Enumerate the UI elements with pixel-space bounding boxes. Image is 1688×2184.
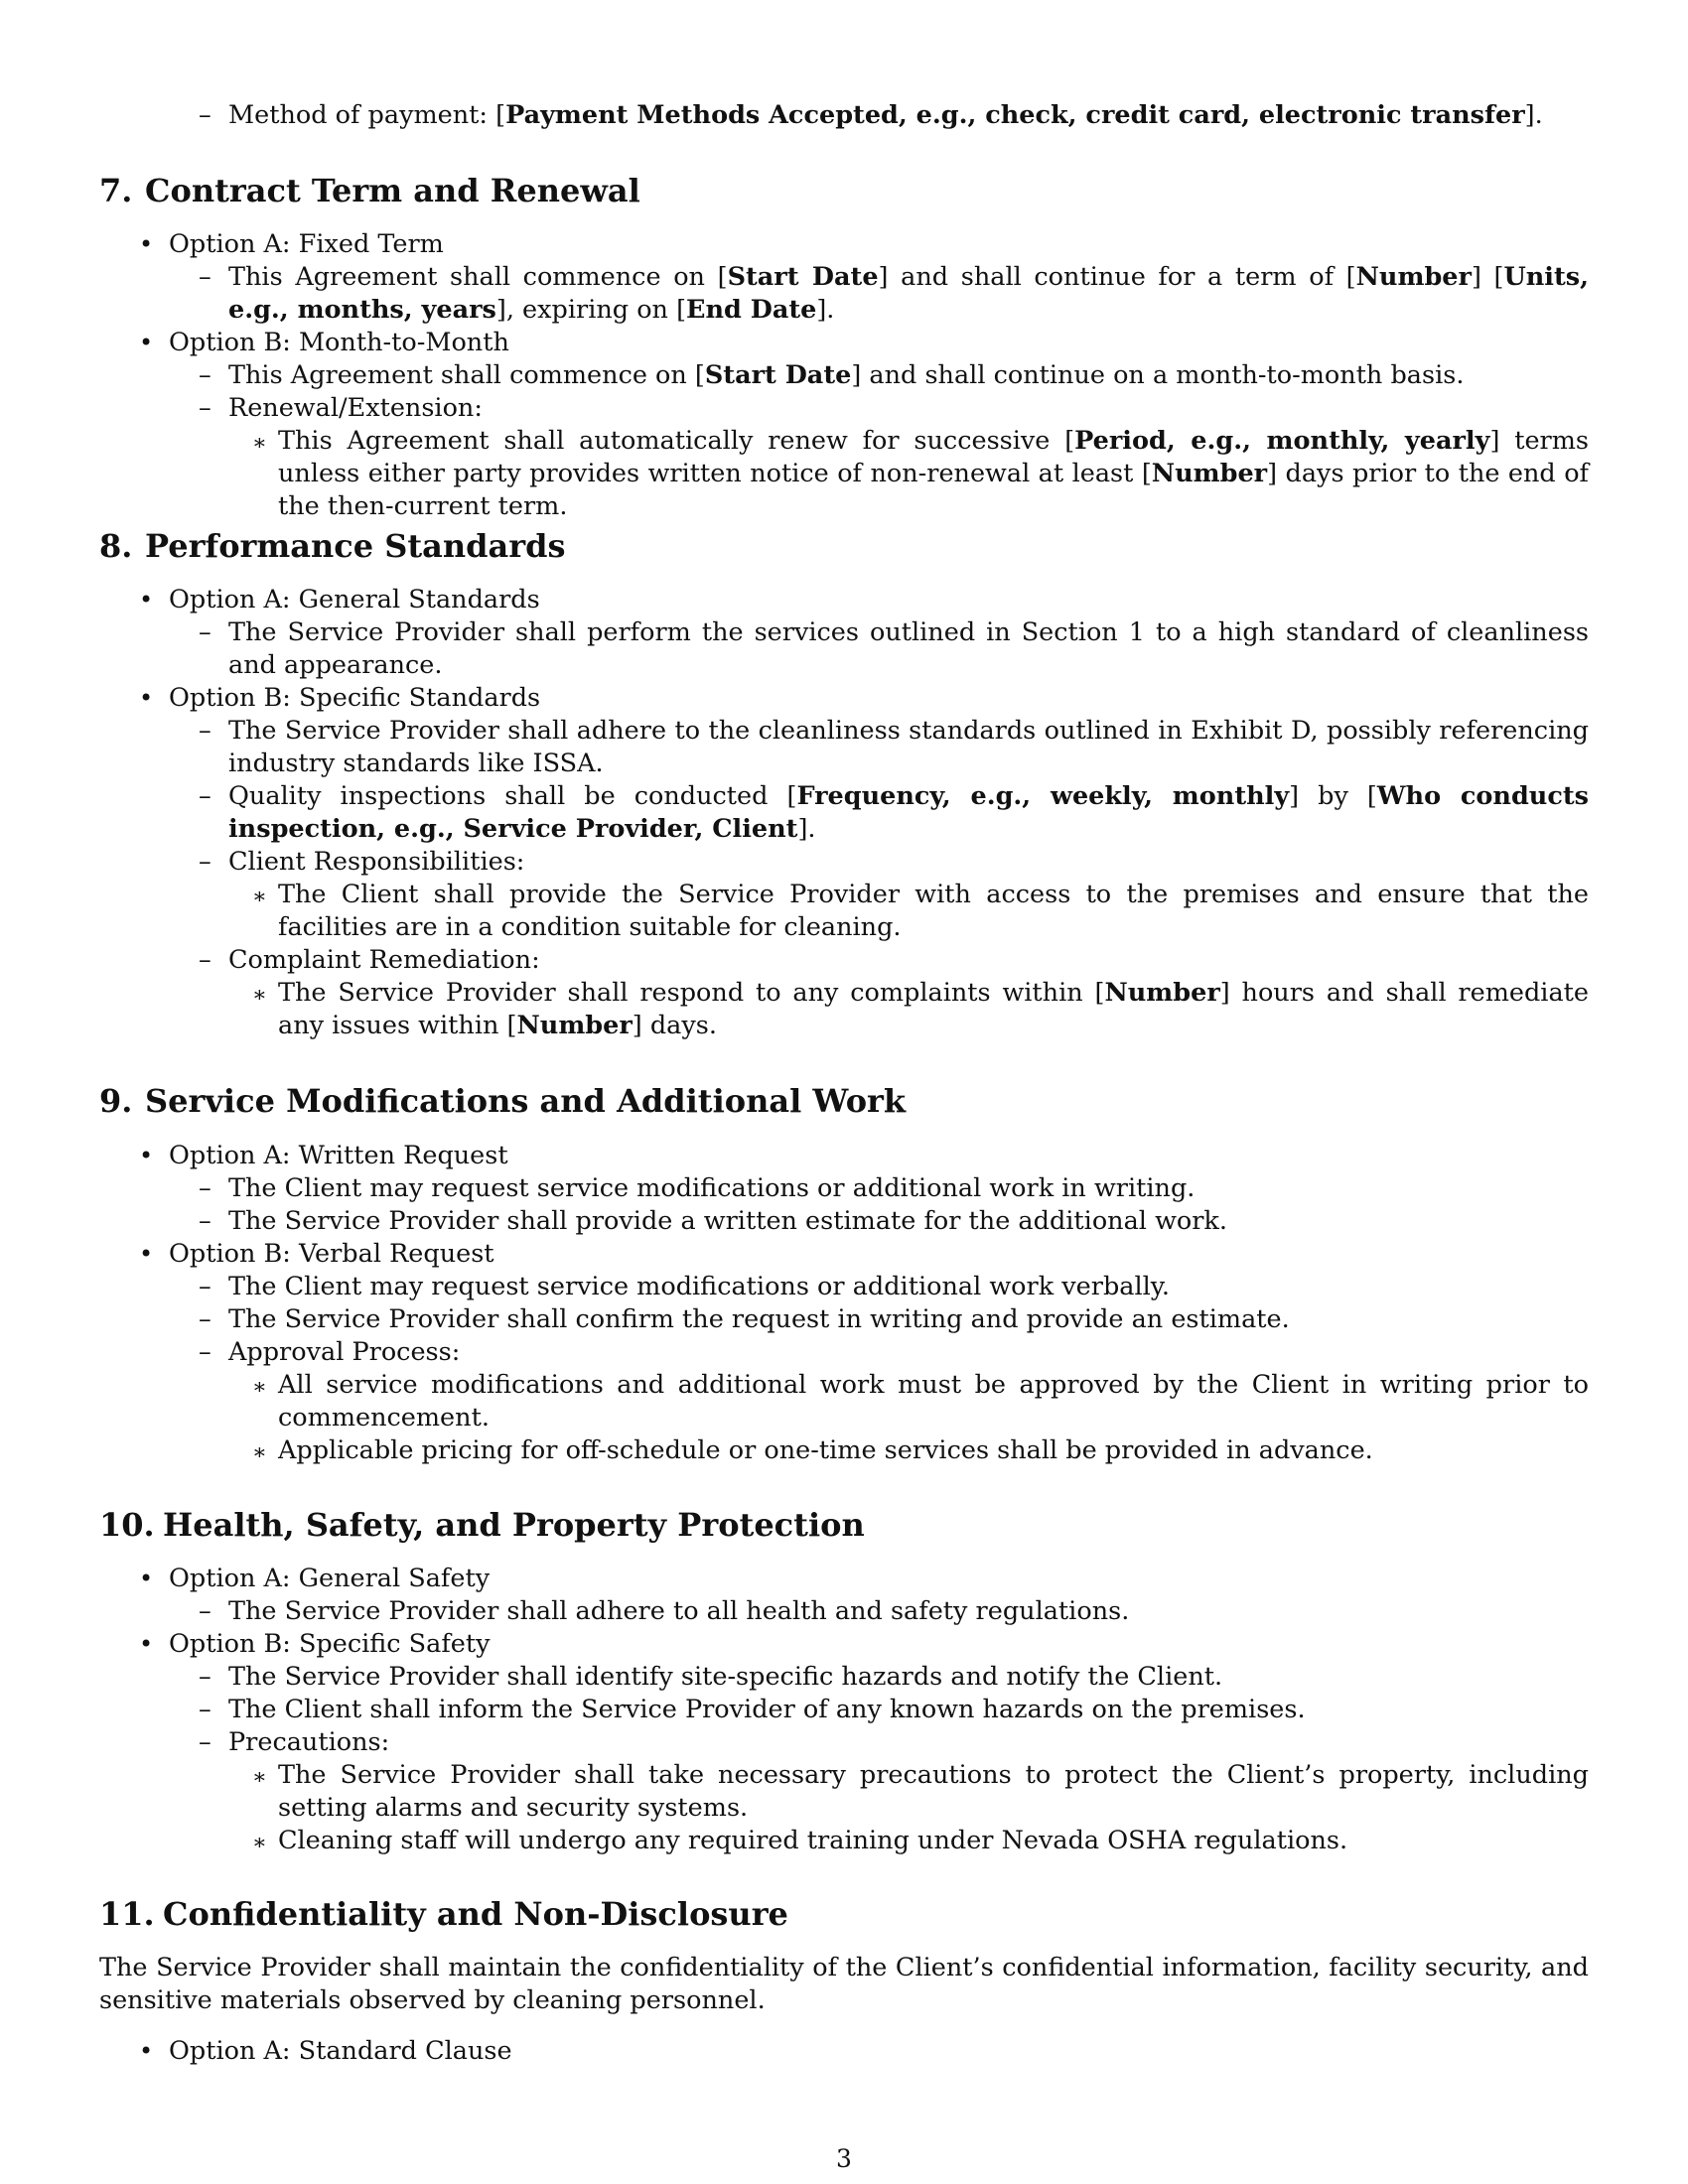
section-heading: 11. Confidentiality and Non-Disclosure [99,1895,788,1933]
list-item: – The Service Provider shall provide a written estimate for the additional work. [199,1206,1227,1236]
section-heading: 9. Service Modifications and Additional Work [99,1082,907,1120]
list-item: ∗ The Service Provider shall take necessary precautions to protect the Client’s property, including setting alarms and security systems. [252,1760,1589,1823]
section-heading: 10. Health, Safety, and Property Protection [99,1506,865,1544]
list-item: ∗ Applicable pricing for off-schedule or one-time services shall be provided in advance. [252,1435,1373,1465]
list-item: – The Client may request service modifications or additional work in writing. [199,1173,1196,1203]
list-item: – Approval Process: [199,1337,461,1367]
list-item: – Method of payment: [Payment Methods Accepted, e.g., check, credit card, electronic transfer]. [199,100,1543,130]
page-number: 3 [836,2144,852,2173]
list-item: • Option B: Verbal Request [139,1239,494,1269]
list-item: • Option B: Month-to-Month [139,328,509,357]
list-item: • Option A: General Safety [139,1564,491,1593]
list-item: ∗ The Client shall provide the Service Provider with access to the premises and ensure that the facilities are in a condition suitable for cleaning. [252,880,1589,942]
list-item: ∗ The Service Provider shall respond to any complaints within [Number] hours and shall remediate any issues within [Number] days. [252,978,1589,1040]
list-item: – Client Responsibilities: [199,847,525,877]
list-item: – The Client may request service modifications or additional work verbally. [199,1272,1170,1301]
list-item: – Precautions: [199,1727,390,1757]
list-item: – The Service Provider shall perform the services outlined in Section 1 to a high standard of cleanliness and appearance. [199,617,1589,680]
list-item: • Option B: Specific Safety [139,1629,491,1659]
list-item: ∗ This Agreement shall automatically renew for successive [Period, e.g., monthly, yearly] terms unless either party provides written notice of non-renewal at least [Number] days prior to the end of the then-current term. [252,426,1589,521]
list-item: • Option B: Specific Standards [139,683,541,713]
section-heading: 7. Contract Term and Renewal [99,172,640,209]
dash-marker: – [199,100,211,130]
section-heading: 8. Performance Standards [99,527,566,565]
list-item: ∗ Cleaning staff will undergo any required training under Nevada OSHA regulations. [252,1826,1348,1855]
paragraph: The Service Provider shall maintain the confidentiality of the Client’s confidential information, facility security, and sensitive materials observed by cleaning personnel. [99,1953,1589,2015]
list-item: – The Service Provider shall confirm the request in writing and provide an estimate. [199,1304,1290,1334]
list-item: • Option A: Standard Clause [139,2036,512,2066]
list-item: – This Agreement shall commence on [Start Date] and shall continue for a term of [Number] [Units, e.g., months, years], expiring on [End Date]. [199,262,1589,325]
list-item: – This Agreement shall commence on [Start Date] and shall continue on a month-to-month basis. [199,360,1465,390]
list-item: • Option A: Fixed Term [139,229,444,259]
list-item: – The Service Provider shall adhere to the cleanliness standards outlined in Exhibit D, possibly referencing industry standards like ISSA. [199,716,1589,778]
list-item: – The Service Provider shall identify site-specific hazards and notify the Client. [199,1662,1223,1692]
list-item: ∗ All service modifications and additional work must be approved by the Client in writing prior to commencement. [252,1370,1589,1433]
list-item: – Complaint Remediation: [199,945,540,975]
list-item: – The Service Provider shall adhere to all health and safety regulations. [199,1596,1130,1626]
list-item: • Option A: Written Request [139,1141,508,1170]
list-item: – Renewal/Extension: [199,393,483,423]
list-item: – The Client shall inform the Service Provider of any known hazards on the premises. [199,1695,1306,1724]
list-item: • Option A: General Standards [139,585,540,614]
list-item: – Quality inspections shall be conducted [Frequency, e.g., weekly, monthly] by [Who conducts inspection, e.g., Service Provider, Client]. [199,781,1589,844]
